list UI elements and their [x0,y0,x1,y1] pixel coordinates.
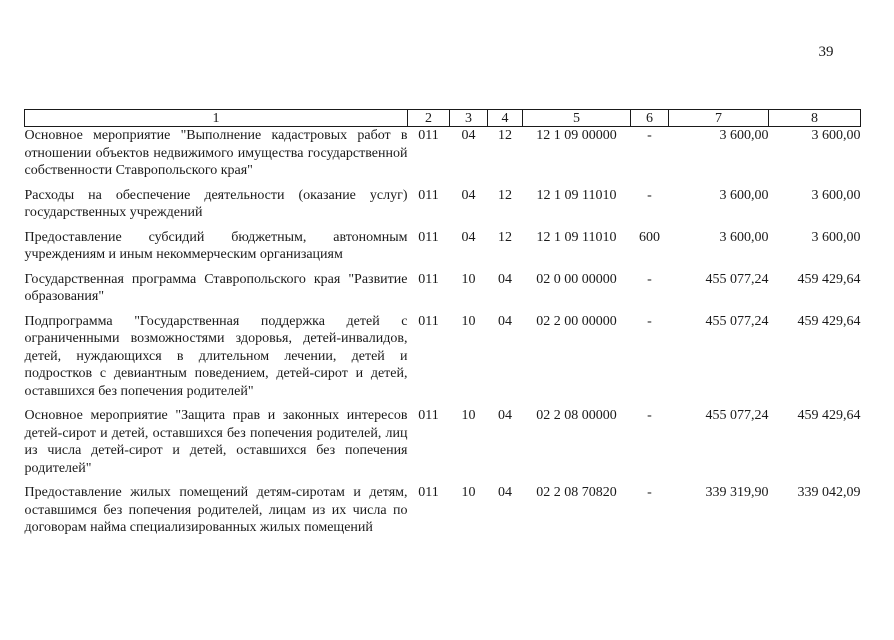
cell-amount-2: 3 600,00 [811,187,861,203]
cell-target-code: 12 1 09 11010 [536,187,617,203]
cell-section: 10 [461,271,476,287]
cell-ministry: 011 [418,187,439,203]
cell-target-code: 02 2 08 00000 [536,408,617,423]
cell-ministry: 011 [418,128,439,143]
cell-amount-2: 459 429,64 [797,408,861,423]
cell-ministry: 011 [418,271,439,287]
cell-ministry: 011 [418,313,439,329]
cell-amount-2: 459 429,64 [797,313,861,329]
cell-target-code: 02 0 00 00000 [536,271,617,287]
cell-section: 10 [461,313,476,329]
cell-subsection: 04 [498,313,512,329]
column-header: 4 [488,110,523,127]
row-name: Основное мероприятие "Защита прав и законных интересов детей-сирот и детей, оставшихся без попечения родителей, лиц из числа детей-сирот и детей, оставшихся без попечения родителей" [24,408,408,476]
cell-amount-1: 3 600,00 [719,187,769,203]
column-header: 7 [669,110,769,127]
table-row [25,484,861,544]
cell-amount-2: 3 600,00 [811,229,861,245]
column-header: 5 [523,110,631,127]
budget-table [24,109,861,544]
cell-amount-1: 3 600,00 [719,128,769,143]
cell-target-code: 02 2 00 00000 [536,313,617,329]
cell-expense-type: - [647,313,652,329]
cell-ministry: 011 [418,408,439,423]
cell-expense-type: - [647,408,652,423]
cell-subsection: 04 [498,485,512,500]
cell-section: 04 [461,229,476,245]
cell-subsection: 12 [498,187,512,203]
cell-amount-1: 455 077,24 [705,408,769,423]
cell-expense-type: - [647,128,652,143]
cell-section: 04 [461,128,476,143]
column-header: 8 [769,110,861,127]
cell-ministry: 011 [418,485,439,500]
cell-amount-1: 339 319,90 [705,485,769,500]
table-row [25,407,861,484]
cell-amount-1: 455 077,24 [705,271,769,287]
cell-amount-1: 3 600,00 [719,229,769,245]
cell-subsection: 12 [498,128,512,143]
cell-ministry: 011 [418,229,439,245]
table-row [25,229,861,271]
table-row [25,313,861,408]
table-row [25,187,861,229]
cell-section: 10 [461,408,476,423]
column-header: 2 [408,110,450,127]
table-header [25,110,861,127]
row-name: Государственная программа Ставропольского края "Развитие образования" [24,271,408,304]
row-name: Предоставление жилых помещений детям-сиротам и детям, оставшимся без попечения родителей, лицам из их числа по договорам найма специализированных жилых помещений [24,485,408,535]
cell-target-code: 12 1 09 00000 [536,128,617,143]
row-name: Расходы на обеспечение деятельности (оказание услуг) государственных учреждений [24,187,408,220]
cell-expense-type: - [647,187,652,203]
cell-expense-type: - [647,485,652,500]
cell-subsection: 04 [498,271,512,287]
cell-section: 04 [461,187,476,203]
column-header: 1 [25,110,408,127]
table-row [25,127,861,187]
row-name: Предоставление субсидий бюджетным, автономным учреждениям и иным некоммерческим организациям [24,229,408,262]
cell-amount-2: 339 042,09 [797,485,861,500]
cell-target-code: 12 1 09 11010 [536,229,617,245]
column-header: 3 [450,110,488,127]
row-name: Подпрограмма "Государственная поддержка детей с ограниченными возможностями здоровья, детей-инвалидов, детей, нуждающихся в длительном лечении, детей и подростков с девиантным поведением, детей-сирот и детей, оставшихся без попечения родителей" [24,313,408,399]
cell-amount-1: 455 077,24 [705,313,769,329]
cell-amount-2: 3 600,00 [811,128,861,143]
cell-target-code: 02 2 08 70820 [536,485,617,500]
page-number: 39 [818,44,834,60]
cell-expense-type: 600 [639,229,660,245]
cell-subsection: 12 [498,229,512,245]
cell-subsection: 04 [498,408,512,423]
cell-expense-type: - [647,271,652,287]
row-name: Основное мероприятие "Выполнение кадастровых работ в отношении объектов недвижимого имущества государственной собственности Ставропольского края" [24,128,408,178]
cell-amount-2: 459 429,64 [797,271,861,287]
column-header: 6 [631,110,669,127]
cell-section: 10 [461,485,476,500]
table-row [25,271,861,313]
